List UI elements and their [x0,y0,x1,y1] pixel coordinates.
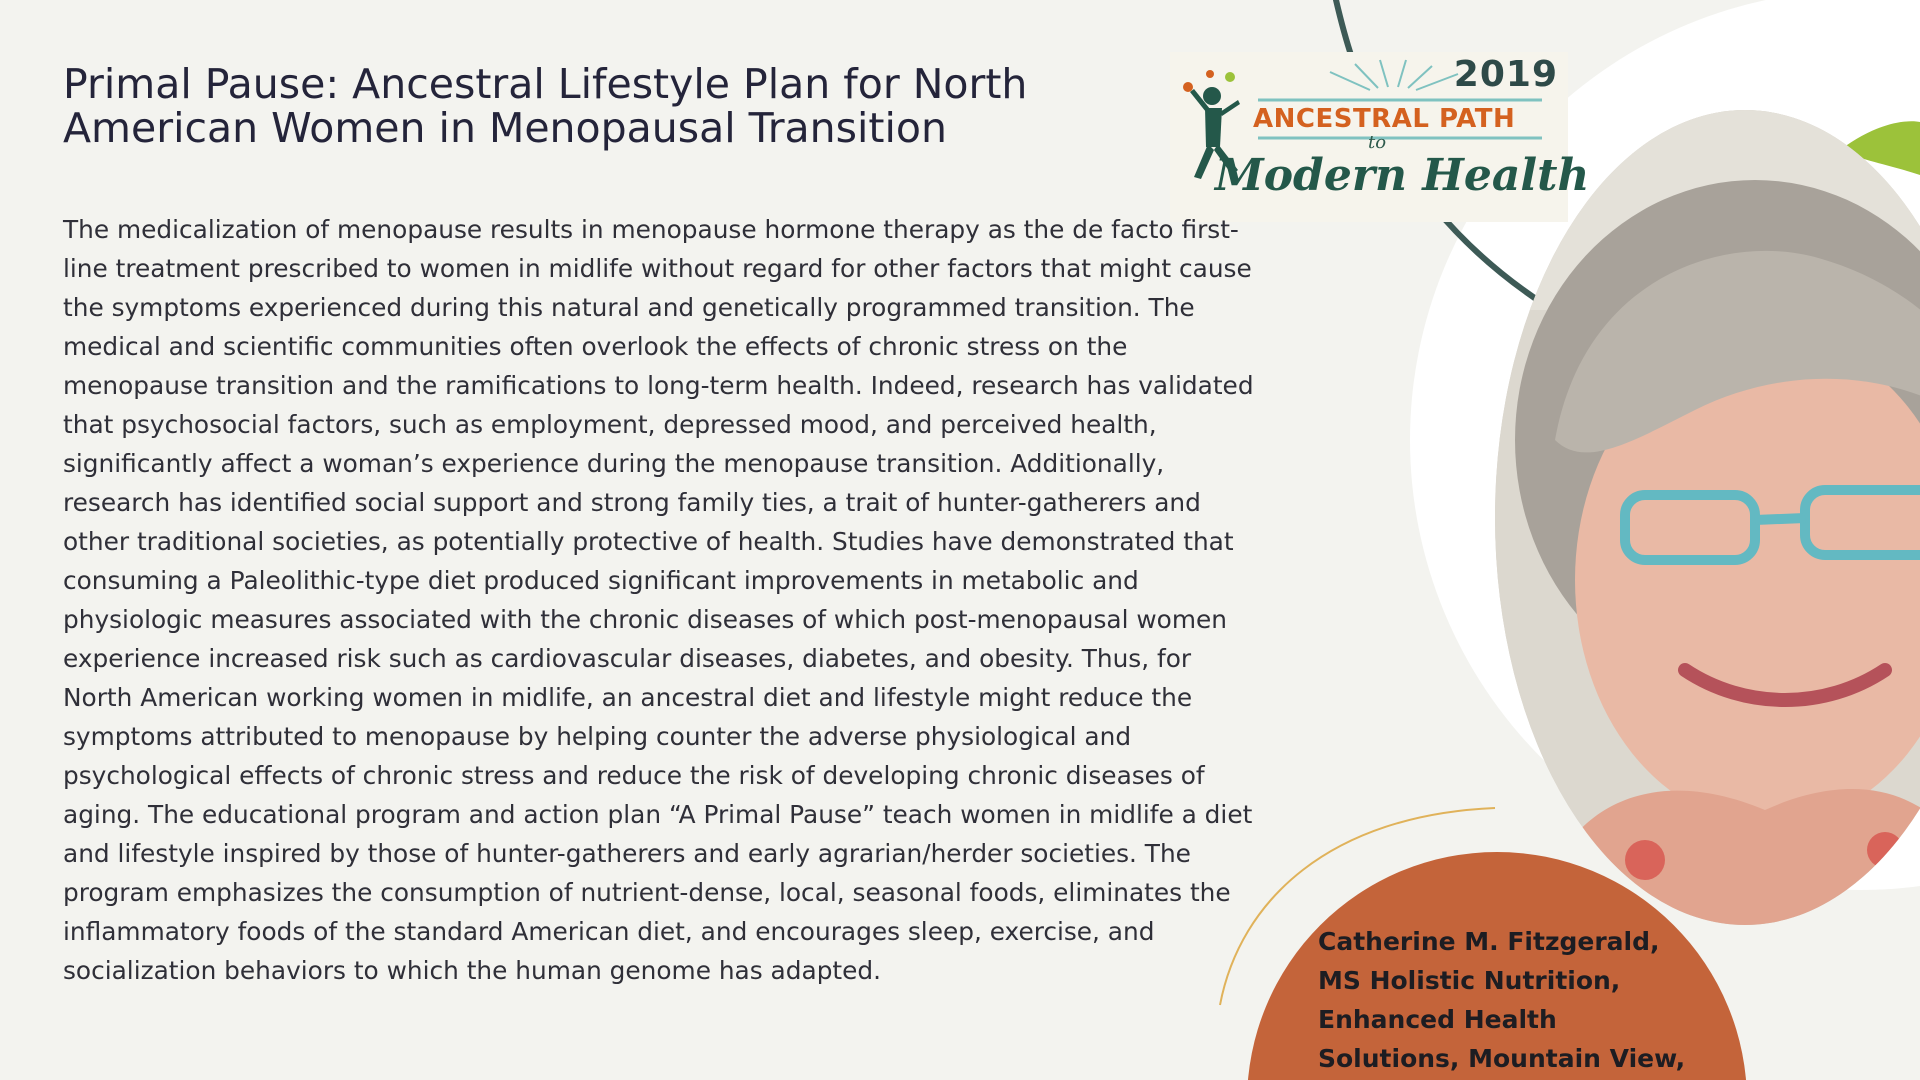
leaf-icon [1225,72,1235,82]
logo-title: ANCESTRAL PATH [1253,104,1516,134]
sunburst-icon [1330,60,1458,90]
logo-subtitle: Modern Health [1215,150,1590,201]
berry-icon [1206,70,1214,78]
logo-year: 2019 [1453,54,1558,95]
fruit-icon [1183,82,1193,92]
speaker-credit: Catherine M. Fitzgerald, MS Holistic Nutrition, Enhanced Health Solutions, Mountain View, [1318,927,1686,1073]
logo-connector: to [1368,132,1387,153]
presentation-title: Primal Pause: Ancestral Lifestyle Plan for North American Women in Menopausal Transition [63,60,1028,152]
conference-logo [1170,52,1590,222]
abstract-text: The medicalization of menopause results in menopause hormone therapy as the de facto first-line treatment prescribed to women in midlife without regard for other factors that might cause the symptoms experienced during this natural and genetically programmed transition. The medical and scientific communities often overlook the effects of chronic stress on the menopause transition and the ramifications to long-term health. Indeed, research has validated that psychosocial factors, such as employment, depressed mood, and perceived health, significantly affect a woman’s experience during the menopause transition. Additionally, research has identified social support and strong family ties, a trait of hunter-gatherers and other traditional societies, as potentially protective of health. Studies have demonstrated that consuming a Paleolithic-type diet produced significant improvements in metabolic and physiologic measures associated with the chronic diseases of which post-menopausal women experience increased risk such as cardiovascular diseases, diabetes, and obesity. Thus, for North American working women in midlife, an ancestral diet and lifestyle might reduce the symptoms attributed to menopause by helping counter the adverse physiological and psychological effects of chronic stress and reduce the risk of developing chronic diseases of aging. The educational program and action plan “A Primal Pause” teach women in midlife a diet and lifestyle inspired by those of hunter-gatherers and early agrarian/herder societies. The program emphasizes the consumption of nutrient-dense, local, seasonal foods, eliminates the inflammatory foods of the standard American diet, and encourages sleep, exercise, and socialization behaviors to which the human genome has adapted. [63,215,1254,985]
